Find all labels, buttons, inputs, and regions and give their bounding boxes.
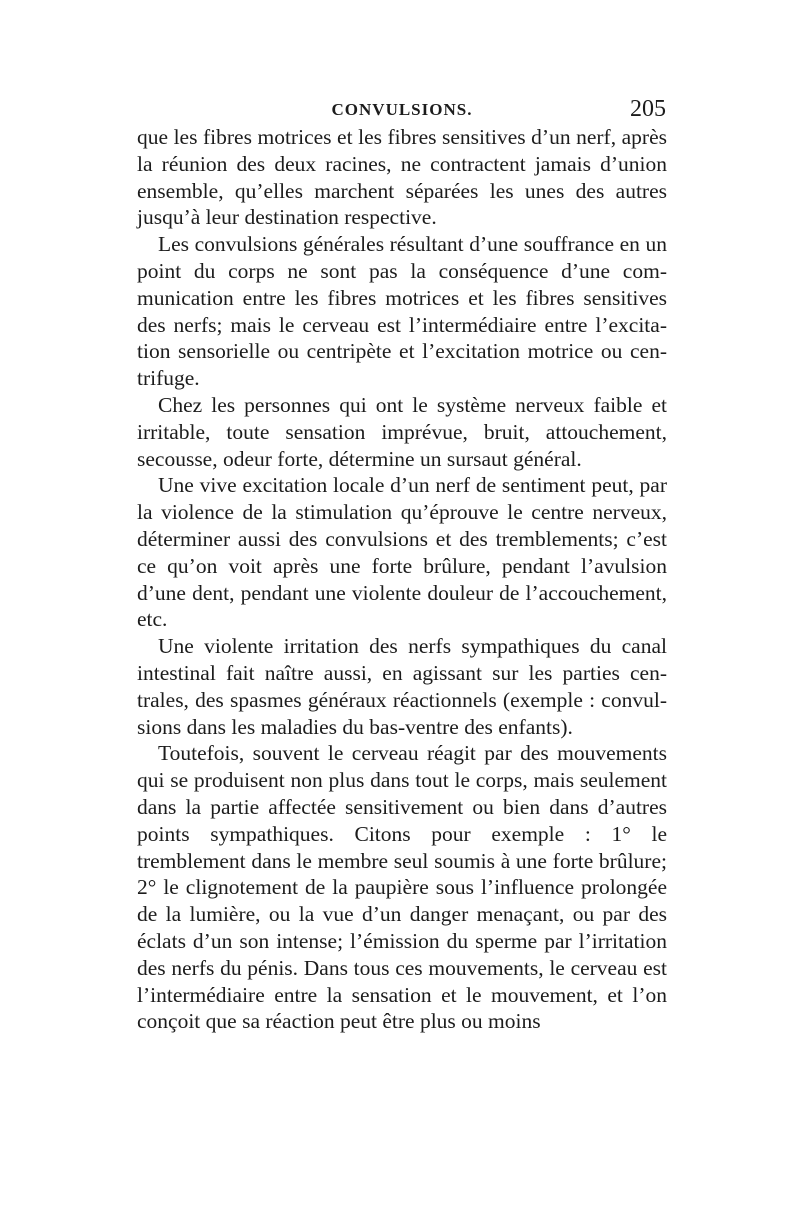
page-number: 205 xyxy=(630,96,666,122)
running-head xyxy=(138,96,666,126)
paragraph-weak-nervous-system: Chez les personnes qui ont le système nerveux faible et irritable, toute sensation imprévue, bruit, attouchement, secousse, odeur forte, détermine un sursaut général. xyxy=(137,392,667,471)
paragraph-continuation: que les fibres motrices et les fibres sensitives d’un nerf, après la réunion des deux racines, ne contractent jamais d’union ensemble, qu’elles marchent séparées les unes des autres jusqu’à leur destination respective. xyxy=(137,125,667,230)
paragraph-localized-movements: Toutefois, souvent le cerveau réagit par des mouvements qui se produisent non plus dans tout le corps, mais seulement dans la partie affectée sensitivement ou bien dans d’autres points sympathiques. Citons pour exemple : 1° le tremblement dans le membre seul soumis à une forte brûlure; 2° le clignotement de la paupière sous l’influence prolongée de la lumière, ou la vue d’un danger menaçant, ou par des éclats d’un son intense; l’émission du sperme par l’irritation des nerfs du pénis. Dans tous ces mouvements, le cerveau est l’intermédiaire entre la sensation et le mouvement, et l’on conçoit que sa réaction peut être plus ou moins xyxy=(137,741,667,1034)
paragraph-local-excitation: Une vive excitation locale d’un nerf de sentiment peut, par la violence de la stimulation qu’éprouve le centre nerveux, déterminer aussi des convulsions et des tremblements; c’est ce qu’on voit après une forte brûlure, pendant l’avulsion d’une dent, pendant une violente douleur de l’accouchement, etc. xyxy=(137,473,667,632)
paragraph-sympathetic-irritation: Une violente irritation des nerfs sympathiques du canal intestinal fait naître aussi, en agissant sur les parties centrales, des spasmes généraux réactionnels (exemple : convulsions dans les maladies du bas-ventre des enfants). xyxy=(137,634,667,739)
paragraph-general-convulsions: Les convulsions générales résultant d’une souffrance en un point du corps ne sont pas la conséquence d’une communication entre les fibres motrices et les fibres sensitives des nerfs; mais le cerveau est l’intermédiaire entre l’excitation sensorielle ou centripète et l’excitation motrice ou centrifuge. xyxy=(137,232,667,391)
running-title: CONVULSIONS. xyxy=(331,100,473,119)
body-text xyxy=(137,124,667,1035)
